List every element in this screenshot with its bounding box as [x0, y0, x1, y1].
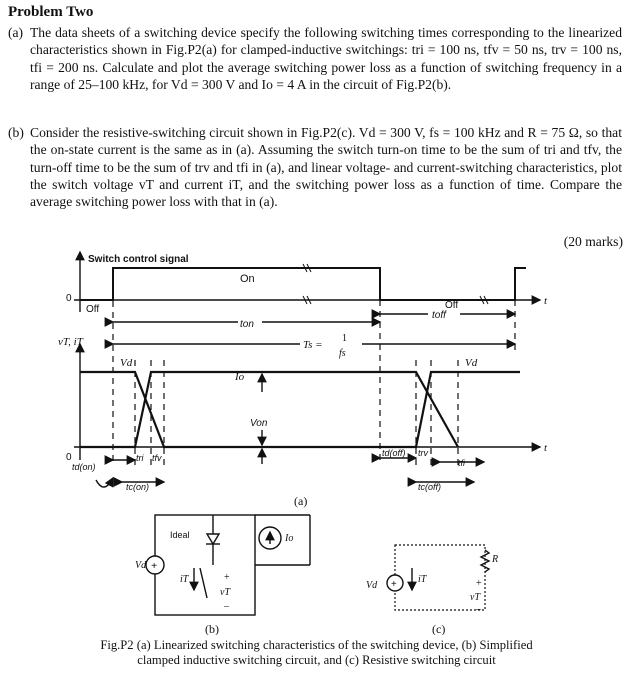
marks-label: (20 marks): [563, 234, 623, 249]
ton-label: ton: [240, 319, 254, 330]
vt-it-label: vT, iT: [58, 336, 83, 348]
zero-bottom: 0: [66, 452, 72, 463]
von-label: Von: [250, 418, 268, 429]
part-b-label: (b): [8, 125, 24, 140]
it-label-b: iT: [180, 574, 189, 585]
t-axis-top: t: [544, 295, 548, 307]
io-label: Io: [235, 371, 245, 383]
fig-b-label: (b): [205, 622, 219, 635]
io-label-b: Io: [285, 533, 294, 544]
vd-right-label: Vd: [465, 357, 478, 369]
vd-left-label: Vd: [120, 357, 133, 369]
vt-plus-c: +: [476, 578, 482, 589]
trv-label: trv: [418, 448, 428, 458]
part-b-text: [8, 124, 622, 210]
vd-label-c: Vd: [366, 580, 378, 591]
caption-line-2: clamped inductive switching circuit, and (c) Resistive switching circuit: [137, 653, 496, 667]
td-on-label: td(on): [72, 462, 96, 472]
tri-label: tri: [136, 453, 144, 463]
tfv-label: tfv: [152, 453, 162, 463]
caption-line-1: Fig.P2 (a) Linearized switching characteristics of the switching device, (b) Simplified: [100, 638, 533, 652]
fig-a-label: (a): [294, 494, 308, 508]
switch-control-label: Switch control signal: [88, 254, 189, 265]
fig-c-label: (c): [432, 622, 446, 635]
vt-plus-b: +: [224, 572, 230, 583]
part-b-body: Consider the resistive-switching circuit shown in Fig.P2(c). Vd = 300 V, fs = 100 kHz and R = 75 Ω, so that the on-state current is the same as in (a). Assuming the switch turn-on time to be the sum of tri and tfv, the turn-off time to be the sum of trv and tfi in (a), and linear voltage- and current-switching characteristics, plot the switch voltage vT and current iT, and the switching power loss as a function of time. Compare the average switching power loss with that in (a).: [30, 125, 622, 210]
ts-frac-num: 1: [342, 333, 347, 344]
part-a-label: (a): [8, 25, 24, 40]
zero-top: 0: [66, 293, 72, 304]
td-off-label: td(off): [382, 448, 406, 458]
on-label: On: [240, 273, 255, 285]
r-label: R: [492, 554, 499, 565]
off-right-label: Off: [445, 300, 459, 311]
toff-label: toff: [432, 310, 446, 321]
tc-off-label: tc(off): [418, 482, 442, 492]
part-a-text: [8, 24, 622, 93]
vd-label-b: Vd: [135, 560, 147, 571]
problem-title: Problem Two: [8, 4, 94, 20]
part-a-body: The data sheets of a switching device specify the following switching times corresponding to the linearized characteristics shown in Fig.P2(a) for clamped-inductive switchings: tri = 100 ns, tfv = 50 ns, trv = 100 ns, tfi = 200 ns. Calculate and plot the average switching power loss as a function of switching frequency in a range of 25–100 kHz, for Vd = 300 V and Io = 4 A in the circuit of Fig.P2(b).: [30, 25, 622, 92]
t-axis-bottom: t: [544, 442, 548, 454]
vd-plus-c: +: [391, 579, 397, 590]
ts-frac-den: fs: [339, 348, 346, 359]
it-label-c: iT: [418, 574, 427, 585]
tfi-label: tfi: [458, 458, 466, 468]
ideal-label: Ideal: [170, 530, 190, 540]
vt-label-c: vT: [470, 592, 480, 603]
fig-c-circuit: [360, 535, 510, 635]
off-left-label: Off: [86, 304, 100, 315]
ts-label: Ts =: [303, 339, 323, 351]
fig-b-circuit: [120, 505, 340, 635]
vt-minus-b: –: [224, 601, 229, 612]
vd-plus-b: +: [151, 560, 158, 572]
tc-on-label: tc(on): [126, 482, 150, 492]
vt-minus-c: –: [476, 604, 481, 615]
vt-label-b: vT: [220, 587, 230, 598]
fig-a-waveforms: [0, 245, 633, 510]
